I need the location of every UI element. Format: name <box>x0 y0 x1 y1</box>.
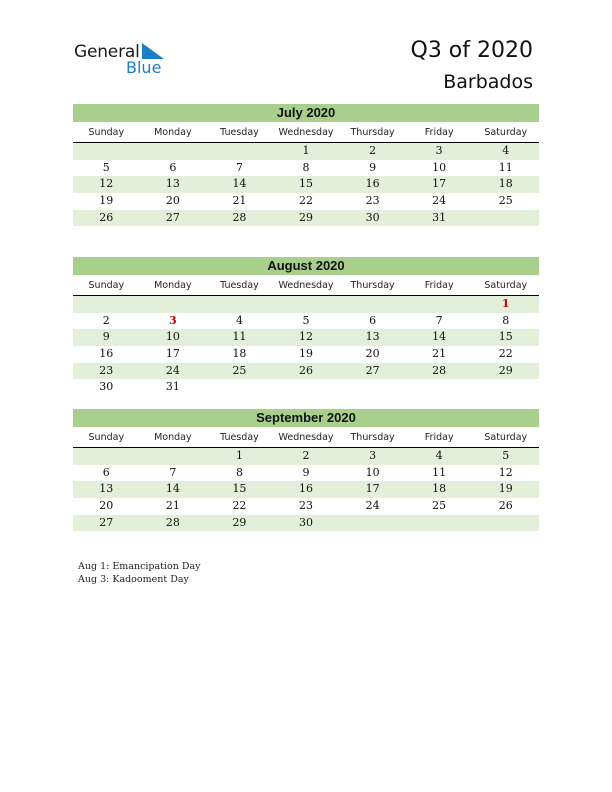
week-row <box>73 379 539 396</box>
day-cell: 22 <box>299 194 314 208</box>
day-cell: 15 <box>299 177 314 191</box>
week-row <box>73 363 539 380</box>
day-cell: 11 <box>232 330 247 344</box>
day-cell: 18 <box>432 482 447 496</box>
week-row <box>73 210 539 227</box>
day-cell <box>206 379 273 396</box>
week-row <box>73 329 539 346</box>
day-cell: 22 <box>232 499 247 513</box>
day-cell: 16 <box>365 177 380 191</box>
day-cell: 23 <box>299 499 314 513</box>
weekday-label: Friday <box>424 127 454 138</box>
day-cell: 20 <box>165 194 180 208</box>
weekday-label: Tuesday <box>220 127 259 138</box>
day-cell: 25 <box>232 363 247 377</box>
day-cell: 8 <box>302 160 310 174</box>
weekday-label: Tuesday <box>220 280 259 291</box>
day-cell: 3 <box>435 144 443 157</box>
day-cell: 7 <box>435 313 443 327</box>
day-cell: 10 <box>432 160 447 174</box>
week-row <box>73 193 539 210</box>
holiday-notes <box>78 560 201 586</box>
day-cell <box>140 448 207 465</box>
day-cell: 2 <box>369 144 377 157</box>
day-cell: 5 <box>502 449 510 462</box>
day-cell <box>406 379 473 396</box>
week-row <box>73 481 539 498</box>
day-cell: 20 <box>99 499 114 513</box>
week-row <box>73 176 539 193</box>
day-cell: 17 <box>365 482 380 496</box>
day-cell: 4 <box>235 313 243 327</box>
weekday-label: Tuesday <box>220 432 259 443</box>
day-cell: 14 <box>165 482 180 496</box>
holiday-note: Aug 3: Kadooment Day <box>78 574 189 585</box>
day-cell <box>206 296 273 313</box>
day-cell <box>140 143 207 160</box>
day-cell: 16 <box>99 347 114 361</box>
day-cell: 16 <box>299 482 314 496</box>
day-cell: 1 <box>302 144 310 157</box>
weekday-label: Saturday <box>484 432 528 443</box>
day-cell: 18 <box>232 347 247 361</box>
day-cell: 13 <box>99 482 114 496</box>
weekday-label: Thursday <box>350 280 395 291</box>
weekday-header-row <box>73 125 539 143</box>
day-cell <box>206 143 273 160</box>
day-cell: 10 <box>365 465 380 479</box>
day-cell: 28 <box>232 210 247 224</box>
day-cell <box>339 296 406 313</box>
day-cell: 4 <box>502 144 510 157</box>
day-cell <box>73 143 140 160</box>
day-cell: 29 <box>299 210 314 224</box>
day-cell <box>273 379 340 396</box>
weekday-label: Monday <box>154 127 192 138</box>
day-cell: 1 <box>235 449 243 462</box>
day-cell: 21 <box>165 499 180 513</box>
weekday-label: Friday <box>424 432 454 443</box>
day-cell: 2 <box>302 449 310 462</box>
day-cell: 30 <box>299 515 314 529</box>
day-cell: 19 <box>498 482 513 496</box>
weekday-header-row <box>73 430 539 448</box>
day-cell: 6 <box>369 313 377 327</box>
month-title: September 2020 <box>73 409 539 427</box>
generalblue-logo <box>74 40 194 80</box>
day-cell: 6 <box>102 465 110 479</box>
day-cell: 11 <box>498 160 513 174</box>
day-cell: 22 <box>498 347 513 361</box>
day-cell: 26 <box>498 499 513 513</box>
day-cell: 1 <box>501 297 510 310</box>
day-cell: 15 <box>498 330 513 344</box>
logo-triangle-icon <box>142 43 164 59</box>
day-cell: 8 <box>235 465 243 479</box>
day-cell: 15 <box>232 482 247 496</box>
day-cell: 5 <box>102 160 110 174</box>
day-cell: 3 <box>169 313 177 327</box>
day-cell <box>472 379 539 396</box>
day-cell: 27 <box>99 515 114 529</box>
day-cell: 12 <box>498 465 513 479</box>
day-cell: 24 <box>365 499 380 513</box>
day-cell: 24 <box>432 194 447 208</box>
month-calendar-september <box>73 409 539 531</box>
day-cell: 7 <box>235 160 243 174</box>
day-cell: 23 <box>99 363 114 377</box>
month-calendar-july <box>73 104 539 226</box>
day-cell: 19 <box>299 347 314 361</box>
holiday-note: Aug 1: Emancipation Day <box>78 561 201 572</box>
week-row <box>73 346 539 363</box>
day-cell: 11 <box>432 465 447 479</box>
day-cell: 29 <box>498 363 513 377</box>
day-cell: 28 <box>432 363 447 377</box>
week-row <box>73 160 539 177</box>
weekday-label: Sunday <box>88 280 125 291</box>
week-row <box>73 515 539 532</box>
day-cell <box>73 448 140 465</box>
day-cell <box>472 515 539 532</box>
day-cell: 21 <box>432 347 447 361</box>
day-cell: 25 <box>498 194 513 208</box>
weekday-label: Saturday <box>484 127 528 138</box>
day-cell: 30 <box>99 380 114 394</box>
day-cell: 17 <box>165 347 180 361</box>
weekday-label: Thursday <box>350 432 395 443</box>
day-cell: 12 <box>99 177 114 191</box>
day-cell <box>406 515 473 532</box>
day-cell: 23 <box>365 194 380 208</box>
day-cell: 31 <box>165 380 180 394</box>
day-cell <box>73 296 140 313</box>
week-row <box>73 448 539 465</box>
weekday-label: Friday <box>424 280 454 291</box>
day-cell: 9 <box>369 160 377 174</box>
weekday-label: Saturday <box>484 280 528 291</box>
day-cell: 5 <box>302 313 310 327</box>
logo-text-general: General <box>74 42 140 62</box>
weekday-label: Sunday <box>88 432 125 443</box>
day-cell: 31 <box>432 210 447 224</box>
day-cell: 14 <box>232 177 247 191</box>
weekday-label: Wednesday <box>278 127 334 138</box>
day-cell: 9 <box>102 330 110 344</box>
day-cell: 26 <box>299 363 314 377</box>
day-cell: 24 <box>165 363 180 377</box>
month-title: July 2020 <box>73 104 539 122</box>
day-cell <box>339 379 406 396</box>
day-cell: 14 <box>432 330 447 344</box>
day-cell: 18 <box>498 177 513 191</box>
day-cell: 19 <box>99 194 114 208</box>
day-cell <box>140 296 207 313</box>
day-cell: 12 <box>299 330 314 344</box>
week-row <box>73 465 539 482</box>
day-cell <box>339 515 406 532</box>
day-cell: 21 <box>232 194 247 208</box>
day-cell <box>406 296 473 313</box>
weekday-label: Thursday <box>350 127 395 138</box>
day-cell: 27 <box>365 363 380 377</box>
weekday-label: Monday <box>154 432 192 443</box>
day-cell: 10 <box>165 330 180 344</box>
day-cell: 25 <box>432 499 447 513</box>
day-cell: 28 <box>165 515 180 529</box>
day-cell: 9 <box>302 465 310 479</box>
day-cell: 27 <box>165 210 180 224</box>
country-name: Barbados <box>443 71 533 93</box>
day-cell: 2 <box>102 313 110 327</box>
logo-text-blue: Blue <box>126 58 162 77</box>
weekday-label: Wednesday <box>278 432 334 443</box>
day-cell: 17 <box>432 177 447 191</box>
day-cell <box>273 296 340 313</box>
day-cell: 3 <box>369 449 377 462</box>
month-title: August 2020 <box>73 257 539 275</box>
page-title: Q3 of 2020 <box>410 38 533 63</box>
day-cell: 6 <box>169 160 177 174</box>
weekday-label: Wednesday <box>278 280 334 291</box>
day-cell: 30 <box>365 210 380 224</box>
day-cell: 13 <box>165 177 180 191</box>
week-row <box>73 296 539 313</box>
weekday-header-row <box>73 278 539 296</box>
day-cell: 29 <box>232 515 247 529</box>
day-cell: 8 <box>502 313 510 327</box>
week-row <box>73 313 539 330</box>
day-cell: 20 <box>365 347 380 361</box>
day-cell: 7 <box>169 465 177 479</box>
week-row <box>73 498 539 515</box>
day-cell: 26 <box>99 210 114 224</box>
day-cell: 13 <box>365 330 380 344</box>
day-cell <box>472 210 539 227</box>
week-row <box>73 143 539 160</box>
weekday-label: Monday <box>154 280 192 291</box>
weekday-label: Sunday <box>88 127 125 138</box>
month-calendar-august <box>73 257 539 396</box>
day-cell: 4 <box>435 449 443 462</box>
